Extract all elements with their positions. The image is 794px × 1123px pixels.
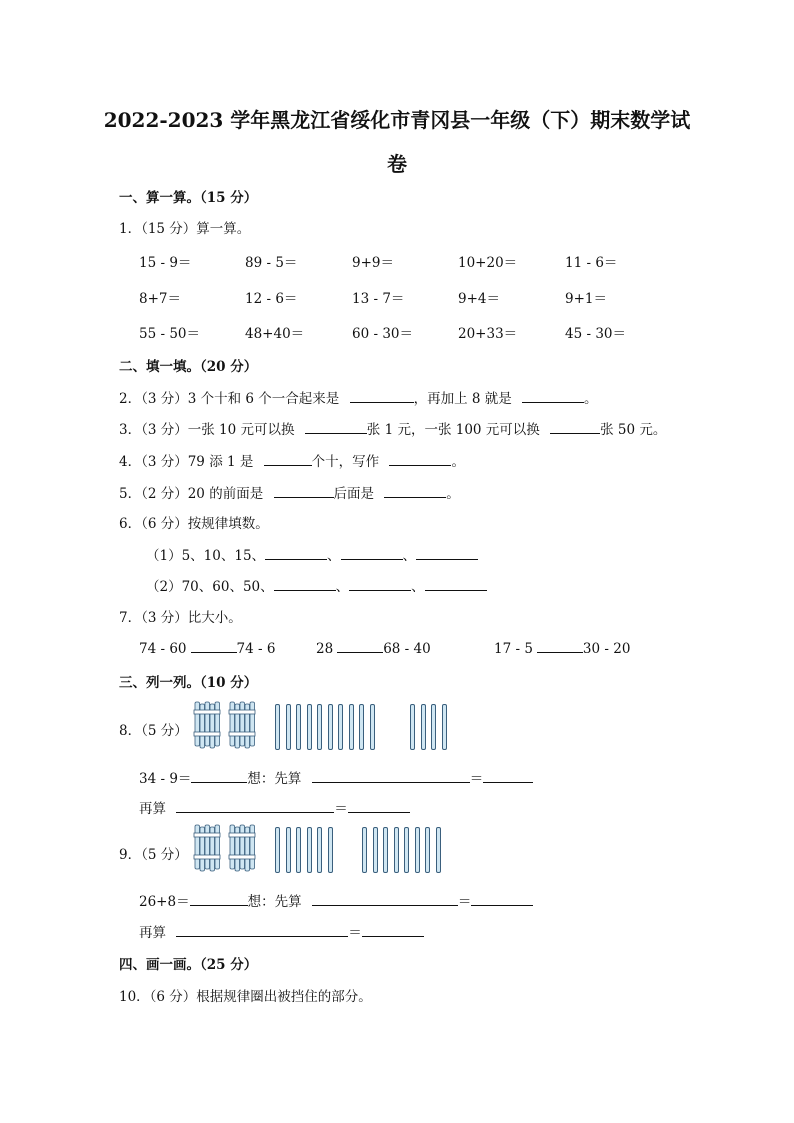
question-8-label: 8．（5 分）: [119, 723, 188, 739]
calc-item: 8+7＝: [139, 291, 181, 307]
stick-icon: [328, 827, 333, 873]
stick-icon: [349, 704, 354, 750]
separator: 、: [335, 579, 350, 595]
equals-sign: ＝: [348, 925, 362, 941]
bundle-stick: [215, 825, 220, 869]
bundle-tie: [194, 855, 220, 859]
answer-blank[interactable]: [425, 577, 487, 591]
equals-sign: ＝: [457, 894, 472, 910]
stick-icon: [317, 827, 322, 873]
bundle-tie: [229, 710, 255, 714]
equation: 26+8＝: [139, 894, 190, 910]
compare-right: 74 - 6: [236, 641, 276, 657]
bundle-tie: [194, 732, 220, 736]
question-6-line-2: [146, 575, 487, 595]
question-8-line-1: [139, 767, 533, 787]
stick-icon: [404, 827, 409, 873]
stick-bundle-icon: [193, 823, 221, 873]
calc-item: 13 - 7＝: [352, 291, 405, 307]
then-label: 再算: [139, 925, 166, 941]
compare-2: [316, 639, 431, 657]
stick-group: [275, 827, 340, 873]
stick-icon: [362, 827, 367, 873]
question-6-label: 6．（6 分）按规律填数。: [119, 516, 269, 532]
stick-bundle-icon: [228, 700, 256, 750]
think-label: 想：先算: [247, 894, 302, 910]
bundle-tie: [194, 710, 220, 714]
bundle-stick: [230, 702, 235, 746]
bundle-tie: [229, 855, 255, 859]
answer-blank[interactable]: [350, 389, 414, 403]
stick-icon: [425, 827, 430, 873]
stick-icon: [410, 704, 415, 750]
answer-blank[interactable]: [341, 546, 403, 560]
bundle-tie: [229, 833, 255, 837]
answer-blank[interactable]: [274, 577, 336, 591]
bundle-tie: [194, 833, 220, 837]
answer-blank[interactable]: [265, 546, 327, 560]
answer-blank[interactable]: [550, 420, 600, 434]
question-9-line-2: [139, 921, 424, 941]
calc-item: 11 - 6＝: [565, 255, 618, 271]
bundle-stick: [240, 825, 245, 869]
question-10-label: 10．（6 分）根据规律圈出被挡住的部分。: [119, 989, 372, 1005]
answer-blank[interactable]: [348, 799, 410, 813]
stick-icon: [275, 827, 280, 873]
question-9-line-1: [139, 890, 533, 910]
bundle-stick: [195, 825, 200, 869]
answer-blank[interactable]: [384, 484, 446, 498]
answer-blank[interactable]: [522, 389, 584, 403]
stick-icon: [359, 704, 364, 750]
bundle-stick: [230, 825, 235, 869]
answer-blank[interactable]: [312, 769, 470, 783]
compare-right: 30 - 20: [582, 641, 631, 657]
bundle-stick: [195, 702, 200, 746]
calc-item: 9+1＝: [565, 291, 607, 307]
stick-icon: [275, 704, 280, 750]
stick-bundle-icon: [228, 823, 256, 873]
equals-sign: ＝: [469, 771, 484, 787]
section-heading-2: 二、填一填。（20 分）: [119, 359, 258, 375]
answer-blank[interactable]: [191, 769, 247, 783]
question-7-label: 7．（3 分）比大小。: [119, 610, 242, 626]
calc-item: 15 - 9＝: [139, 255, 192, 271]
think-label: 想：先算: [247, 771, 302, 787]
calc-item: 55 - 50＝: [139, 326, 201, 342]
page-title-line2: 卷: [387, 152, 407, 176]
stick-icon: [383, 827, 388, 873]
stick-icon: [442, 704, 447, 750]
stick-group: [275, 704, 379, 750]
stick-icon: [370, 704, 375, 750]
stick-icon: [421, 704, 426, 750]
separator: 、: [327, 548, 341, 564]
answer-blank[interactable]: [176, 923, 348, 937]
bundle-svg: [228, 700, 256, 750]
compare-1: [139, 639, 275, 657]
bundle-svg: [193, 823, 221, 873]
stick-bundle-icon: [193, 700, 221, 750]
answer-blank[interactable]: [416, 546, 478, 560]
question-2-text-c: 。: [584, 391, 598, 407]
section-heading-1: 一、算一算。（15 分）: [119, 190, 258, 206]
calc-item: 20+33＝: [458, 326, 518, 342]
question-4-text-c: 。: [451, 454, 465, 470]
compare-3: [494, 639, 630, 657]
calc-item: 9+9＝: [352, 255, 394, 271]
question-3-text-a: 3．（3 分）一张 10 元可以换: [119, 422, 295, 438]
question-4: [119, 450, 465, 470]
answer-blank[interactable]: [305, 420, 367, 434]
section-heading-3: 三、列一列。（10 分）: [119, 675, 258, 691]
question-8-line-2: [139, 797, 410, 817]
page-title: 2022-2023 学年黑龙江省绥化市青冈县一年级（下）期末数学试: [103, 108, 691, 132]
bundle-svg: [228, 823, 256, 873]
answer-blank[interactable]: [337, 639, 383, 653]
calc-item: 60 - 30＝: [352, 326, 414, 342]
answer-blank[interactable]: [264, 452, 312, 466]
stick-icon: [296, 827, 301, 873]
stick-icon: [431, 704, 436, 750]
question-2-text-b: ，再加上 8 就是: [413, 391, 512, 407]
question-5-text-b: 后面是: [333, 486, 374, 502]
answer-blank[interactable]: [191, 639, 237, 653]
question-3: [119, 418, 666, 438]
question-5-text-a: 5．（2 分）20 的前面是: [119, 486, 264, 502]
stick-icon: [296, 704, 301, 750]
compare-left: 74 - 60: [139, 641, 187, 657]
stick-icon: [307, 704, 312, 750]
stick-icon: [328, 704, 333, 750]
stick-group: [362, 827, 444, 873]
answer-blank[interactable]: [274, 484, 334, 498]
stick-icon: [317, 704, 322, 750]
answer-blank[interactable]: [362, 923, 424, 937]
calc-item: 9+4＝: [458, 291, 500, 307]
equation: 34 - 9＝: [139, 771, 192, 787]
answer-blank[interactable]: [389, 452, 451, 466]
question-9-label: 9．（5 分）: [119, 847, 188, 863]
calc-item: 10+20＝: [458, 255, 518, 271]
calc-item: 12 - 6＝: [245, 291, 298, 307]
compare-left: 17 - 5: [494, 641, 533, 657]
stick-icon: [338, 704, 343, 750]
stick-icon: [286, 704, 291, 750]
stick-group: [410, 704, 452, 750]
question-3-text-c: 张 50 元。: [600, 422, 667, 438]
calc-item: 89 - 5＝: [245, 255, 298, 271]
stick-icon: [436, 827, 441, 873]
answer-blank[interactable]: [349, 577, 411, 591]
answer-blank[interactable]: [483, 769, 533, 783]
question-3-text-b: 张 1 元，一张 100 元可以换: [366, 422, 540, 438]
question-5-text-c: 。: [446, 486, 460, 502]
question-5: [119, 482, 460, 502]
stick-icon: [307, 827, 312, 873]
separator: 、: [402, 548, 417, 564]
answer-blank[interactable]: [471, 892, 533, 906]
separator: 、: [411, 579, 425, 595]
bundle-stick: [240, 702, 245, 746]
bundle-svg: [193, 700, 221, 750]
question-2: [119, 387, 598, 407]
bundle-tie: [229, 732, 255, 736]
stick-icon: [286, 827, 291, 873]
bundle-stick: [250, 825, 255, 869]
answer-blank[interactable]: [176, 799, 334, 813]
equals-sign: ＝: [334, 801, 348, 817]
sequence-start: （2）70、60、50、: [146, 579, 274, 595]
question-2-text-a: 2．（3 分）3 个十和 6 个一合起来是: [119, 391, 340, 407]
answer-blank[interactable]: [312, 892, 458, 906]
bundle-stick: [205, 702, 210, 746]
stick-icon: [394, 827, 399, 873]
question-6-line-1: [146, 544, 478, 564]
compare-right: 68 - 40: [383, 641, 431, 657]
stick-icon: [373, 827, 378, 873]
compare-left: 28: [316, 641, 334, 657]
question-1-label: 1．（15 分）算一算。: [119, 221, 251, 237]
calc-item: 45 - 30＝: [565, 326, 627, 342]
bundle-stick: [215, 702, 220, 746]
calc-item: 48+40＝: [245, 326, 305, 342]
bundle-stick: [205, 825, 210, 869]
answer-blank[interactable]: [537, 639, 583, 653]
sequence-start: （1）5、10、15、: [146, 548, 266, 564]
answer-blank[interactable]: [190, 892, 248, 906]
question-4-text-b: 个十，写作: [311, 454, 380, 470]
bundle-stick: [250, 702, 255, 746]
stick-icon: [415, 827, 420, 873]
section-heading-4: 四、画一画。（25 分）: [119, 957, 258, 973]
then-label: 再算: [139, 801, 166, 817]
question-4-text-a: 4．（3 分）79 添 1 是: [119, 454, 254, 470]
